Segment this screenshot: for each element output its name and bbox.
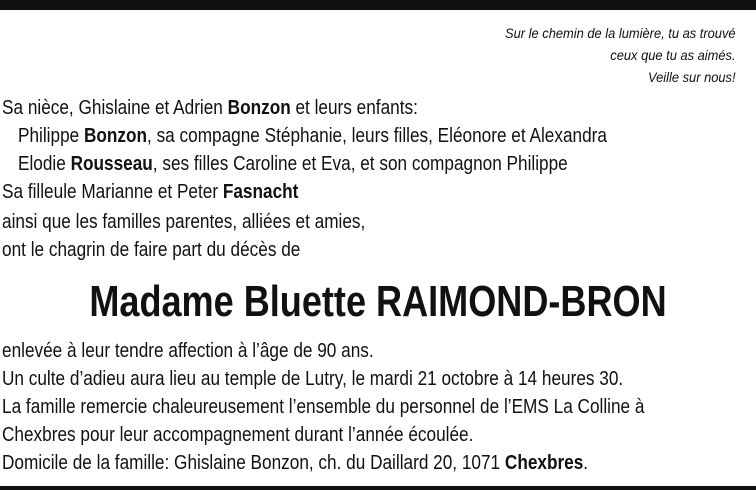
family-line-1-surname: Bonzon [227, 97, 291, 119]
family-line-2 [18, 122, 607, 150]
family-line-4 [2, 178, 298, 206]
bottom-rule [0, 486, 756, 490]
details-line-1: enlevée à leur tendre affection à l’âge de 90 ans. [2, 340, 374, 362]
family-line-3-surname: Rousseau [70, 153, 153, 175]
epigraph-line-1: Sur le chemin de la lumière, tu as trouvé [505, 25, 736, 41]
family-line-2-surname: Bonzon [83, 125, 148, 147]
details-line-5 [2, 449, 588, 477]
details-line-4: Chexbres pour leur accompagnement durant l’année écoulée. [2, 424, 474, 446]
family-line-1-rest: et leurs enfants: [290, 97, 418, 119]
epigraph [505, 22, 736, 88]
family-line-3-text: Elodie [18, 153, 71, 175]
family-line-1 [2, 94, 418, 122]
family-line-2-rest: , sa compagne Stéphanie, leurs filles, Eléonore et Alexandra [147, 125, 607, 147]
family-line-5: ainsi que les familles parentes, alliées et amies, [2, 211, 366, 233]
family-line-6: ont le chagrin de faire part du décès de [2, 239, 301, 261]
details-line-2: Un culte d’adieu aura lieu au temple de Lutry, le mardi 21 octobre à 14 heures 30. [2, 368, 624, 390]
details-line-5-text: Domicile de la famille: Ghislaine Bonzon, ch. du Daillard 20, 1071 [2, 452, 505, 474]
top-rule [0, 0, 756, 10]
details-line-5-town: Chexbres [504, 452, 584, 474]
epigraph-line-2: ceux que tu as aimés. [610, 47, 736, 63]
family-line-4-surname: Fasnacht [222, 181, 299, 203]
family-line-3-rest: , ses filles Caroline et Eva, et son compagnon Philippe [152, 153, 568, 175]
family-line-1-text: Sa nièce, Ghislaine et Adrien [2, 97, 228, 119]
family-line-3 [18, 150, 568, 178]
details-line-3: La famille remercie chaleureusement l’ensemble du personnel de l’EMS La Colline à [2, 396, 645, 418]
epigraph-line-3: Veille sur nous! [648, 69, 736, 85]
family-line-4-text: Sa filleule Marianne et Peter [2, 181, 223, 203]
details-line-5-end: . [583, 452, 589, 474]
family-line-2-text: Philippe [18, 125, 84, 147]
deceased-name: Madame Bluette RAIMOND-BRON [89, 277, 667, 326]
